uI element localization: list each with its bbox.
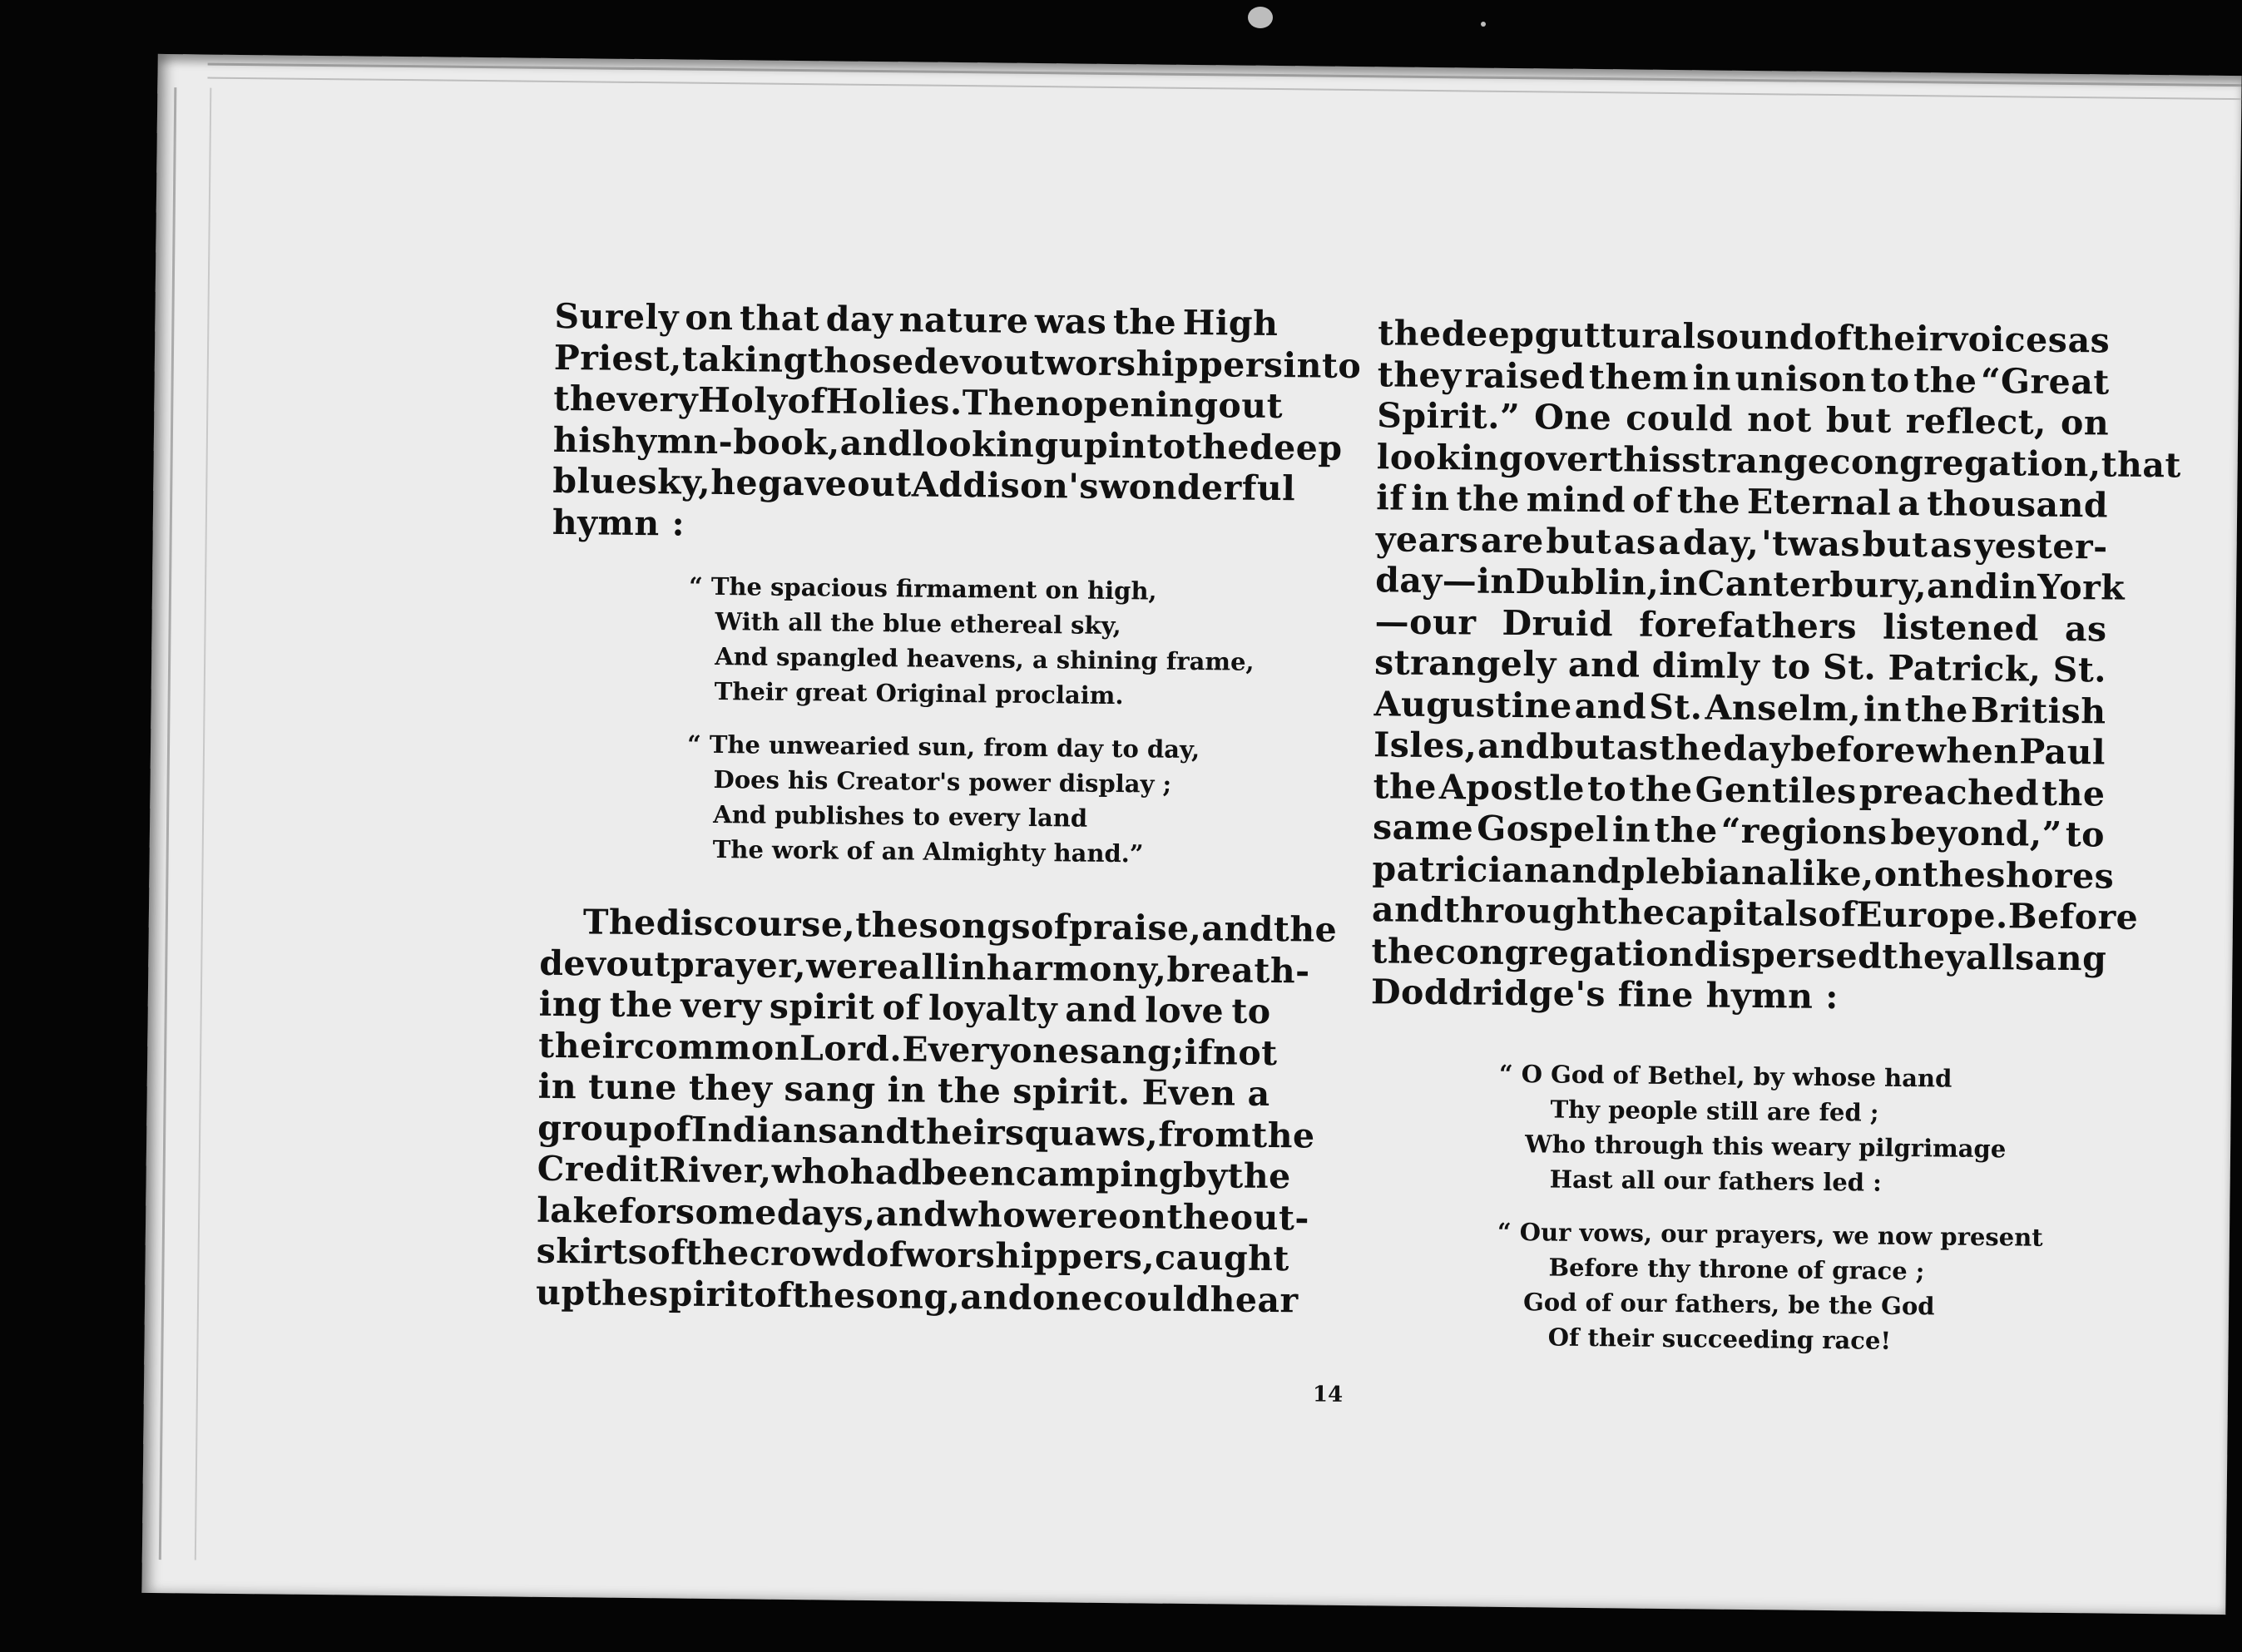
verse-line: Hast all our fathers led : [1549, 1165, 1883, 1197]
hymn-stanza [686, 727, 1229, 873]
text-line: in tune they sang in the spirit. Even a [537, 1066, 1270, 1115]
dust-speck [1481, 22, 1486, 27]
verse-line: Before thy throne of grace ; [1548, 1253, 1925, 1286]
verse-line: And publishes to every land [713, 799, 1088, 833]
book-page [141, 54, 2241, 1615]
text-line: Priest, taking those devout worshippers into [553, 337, 1362, 386]
text-line: devout prayer, were all in harmony, breath- [539, 942, 1310, 991]
text-line: Credit River, who had been camping by the [537, 1148, 1292, 1197]
page-edge-top [207, 63, 2241, 101]
verse-line: With all the blue ethereal sky, [715, 606, 1121, 641]
verse-line: Does his Creator's power display ; [713, 764, 1172, 799]
verse-line: Thy people still are fed ; [1550, 1095, 1879, 1127]
text-line: years are but as a day, 'twas but as yester- [1375, 518, 2108, 567]
text-line: day—in Dublin, in Canterbury, and in York [1374, 560, 2126, 608]
text-line: Augustine and St. Anselm, in the British [1373, 683, 2106, 732]
text-line: they raised them in unison to the “Great [1377, 354, 2111, 403]
text-line: if in the mind of the Eternal a thousand [1375, 477, 2109, 526]
text-line: Doddridge's fine hymn : [1370, 972, 1839, 1017]
text-line: the deep guttural sound of their voices as [1378, 313, 2111, 361]
text-line: looking over this strange congregation, that [1376, 436, 2182, 485]
left-paragraph-2 [535, 902, 1338, 1321]
addison-hymn [685, 569, 1255, 891]
text-line: ing the very spirit of loyalty and love to [538, 983, 1271, 1032]
text-line: lake for some days, and who were on the out- [536, 1190, 1310, 1239]
text-line: strangely and dimly to St. Patrick, St. [1373, 642, 2107, 690]
text-line: up the spirit of the song, and one could hear [535, 1272, 1299, 1320]
hymn-stanza [1496, 1214, 2080, 1360]
text-line: Isles, and but as the day before when Paul [1373, 725, 2106, 773]
text-line: their common Lord. Everyone sang; if not [538, 1025, 1278, 1073]
verse-line: The work of an Almighty hand.” [712, 834, 1144, 868]
text-line: the Apostle to the Gentiles preached the [1373, 765, 2106, 814]
left-paragraph-1 [552, 295, 1362, 551]
text-line: his hymn-book, and looking up into the deep [552, 419, 1343, 468]
verse-line: “ The spacious firmament on high, [688, 571, 1157, 606]
text-line: patrician and plebian alike, on the shores [1372, 848, 2115, 897]
page-number: 14 [1312, 1382, 1344, 1407]
dust-speck [1248, 7, 1273, 28]
text-line: —our Druid forefathers listened as [1374, 601, 2107, 650]
text-line: The discourse, the songs of praise, and the [582, 902, 1338, 950]
verse-line: Their great Original proclaim. [714, 676, 1124, 710]
verse-line: Who through this weary pilgrimage [1524, 1130, 2007, 1164]
text-line: the congregation dispersed they all sang [1371, 930, 2107, 979]
text-line: group of Indians and their squaws, from the [537, 1107, 1315, 1156]
verse-line: “ The unwearied sun, from day to day, [686, 730, 1200, 764]
right-paragraph-1 [1370, 313, 2182, 1021]
text-line: and through the capitals of Europe. Before [1371, 889, 2139, 937]
verse-line: “ O God of Bethel, by whose hand [1498, 1059, 1952, 1093]
text-line: Spirit.” One could not but reflect, on [1377, 395, 2110, 443]
page-edge-left [159, 87, 212, 1560]
text-line: skirts of the crowd of worshippers, caught [536, 1230, 1290, 1279]
text-line: Surely on that day nature was the High [554, 295, 1279, 344]
hymn-stanza [688, 569, 1255, 715]
text-line: hymn : [552, 502, 685, 544]
verse-line: “ Our vows, our prayers, we now present [1497, 1217, 2043, 1252]
doddridge-hymn [1496, 1056, 2081, 1378]
text-line: blue sky, he gave out Addison's wonderful [552, 460, 1296, 509]
text-line: same Gospel in the “regions beyond,” to [1372, 807, 2106, 855]
verse-line: And spangled heavens, a shining frame, [715, 641, 1255, 676]
text-line: the very Holy of Holies. Then opening out [553, 378, 1284, 427]
verse-line: God of our fathers, be the God [1522, 1288, 1935, 1321]
hymn-stanza [1497, 1056, 2081, 1202]
verse-line: Of their succeeding race! [1547, 1323, 1892, 1355]
